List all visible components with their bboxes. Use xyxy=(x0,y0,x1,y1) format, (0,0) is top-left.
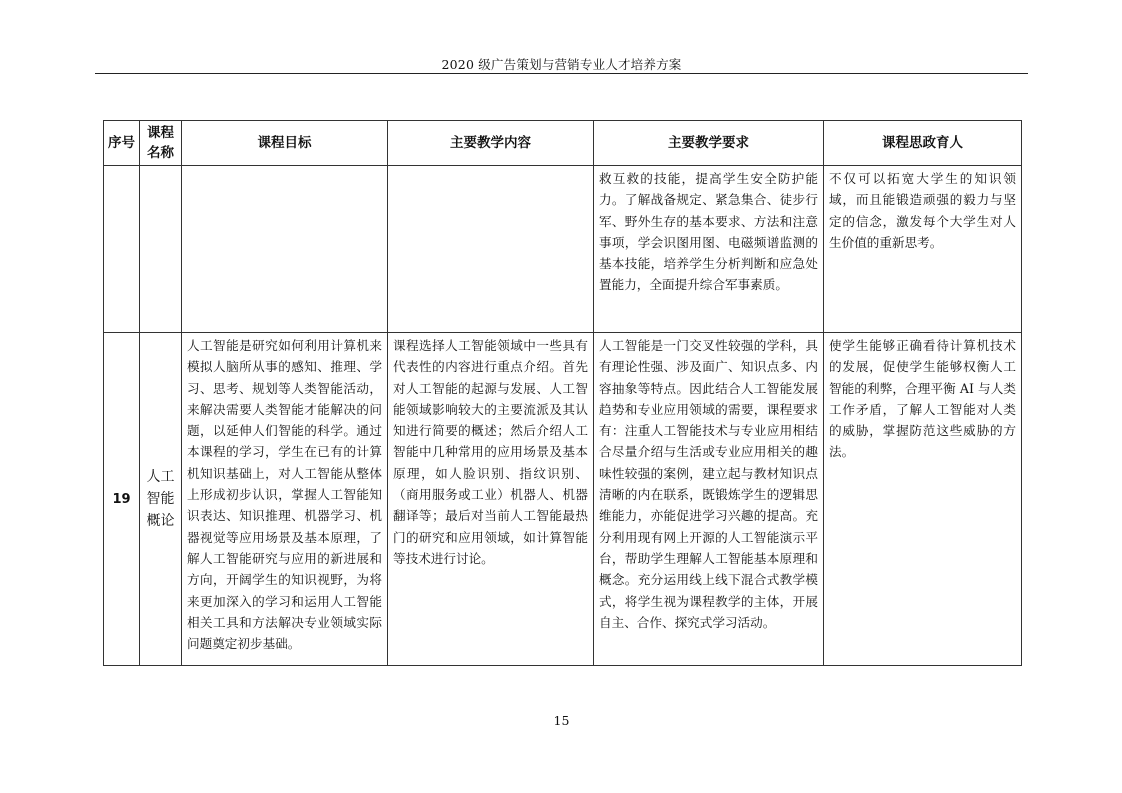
column-header-requirements: 主要教学要求 xyxy=(594,121,824,166)
row-number-cell xyxy=(104,166,140,333)
column-header-course-name: 课程名称 xyxy=(140,121,182,166)
course-name-cell xyxy=(140,333,182,666)
column-header-content: 主要教学内容 xyxy=(388,121,594,166)
objective-text: 人工智能是研究如何利用计算机来模拟人脑所从事的感知、推理、学习、思考、规划等人类智能活动，来解决需要人类智能才能解决的问题，以延伸人们智能的科学。通过本课程的学习，学生在已有的计算机知识基础上，对人工智能从整体上形成初步认识，掌握人工智能知识表达、知识推理、机器学习、机器视觉等应用场景及基本原理，了解人工智能研究与应用的新进展和方向，开阔学生的知识视野，为将来更加深入的学习和运用人工智能相关工具和方法解决专业领域实际问题奠定初步基础。 xyxy=(187,338,382,652)
column-header-objective: 课程目标 xyxy=(182,121,388,166)
content-cell xyxy=(388,166,594,333)
page-number: 15 xyxy=(553,713,570,728)
objective-cell xyxy=(182,166,388,333)
column-header-number: 序号 xyxy=(104,121,140,166)
requirements-text: 救互救的技能，提高学生安全防护能力。了解战备规定、紧急集合、徒步行军、野外生存的基本要求、方法和注意事项，学会识图用图、电磁频谱监测的基本技能，培养学生分析判断和应急处置能力，全面提升综合军事素质。 xyxy=(599,171,818,293)
table-row-19 xyxy=(104,333,1022,666)
content-cell xyxy=(388,333,594,666)
ideological-cell xyxy=(824,333,1022,666)
ideological-text: 不仅可以拓宽大学生的知识领域，而且能锻造顽强的毅力与坚定的信念，激发每个大学生对人生价值的重新思考。 xyxy=(829,171,1016,250)
objective-cell xyxy=(182,333,388,666)
curriculum-table xyxy=(103,120,1022,666)
ideological-text: 使学生能够正确看待计算机技术的发展，促使学生能够权衡人工智能的利弊，合理平衡 AI 与人类工作矛盾，了解人工智能对人类的威胁，掌握防范这些威胁的方法。 xyxy=(829,338,1016,460)
content-text: 课程选择人工智能领域中一些具有代表性的内容进行重点介绍。首先对人工智能的起源与发展、人工智能领域影响较大的主要流派及其认知进行简要的概述；然后介绍人工智能中几种常用的应用场景及基本原理，如人脸识别、指纹识别、（商用服务或工业）机器人、机器翻译等；最后对当前人工智能最热门的研究和应用领域，如计算智能等技术进行讨论。 xyxy=(393,338,588,566)
table-header-row xyxy=(104,121,1022,166)
page-header-title: 2020 级广告策划与营销专业人才培养方案 xyxy=(441,57,682,72)
course-name-cell xyxy=(140,166,182,333)
ideological-cell xyxy=(824,166,1022,333)
table-row-continued xyxy=(104,166,1022,333)
requirements-text: 人工智能是一门交叉性较强的学科，具有理论性强、涉及面广、知识点多、内容抽象等特点。因此结合人工智能发展趋势和专业应用领域的需要，课程要求有：注重人工智能技术与专业应用相结合尽量介绍与生活或专业应用相关的趣味性较强的案例，建立起与教材知识点清晰的内在联系，既锻炼学生的逻辑思维能力，亦能促进学习兴趣的提高。充分利用现有网上开源的人工智能演示平台，帮助学生理解人工智能基本原理和概念。充分运用线上线下混合式教学模式，将学生视为课程教学的主体，开展自主、合作、探究式学习活动。 xyxy=(599,338,818,630)
requirements-cell xyxy=(594,333,824,666)
row-number-cell: 19 xyxy=(104,333,140,666)
requirements-cell xyxy=(594,166,824,333)
header-divider xyxy=(95,73,1028,74)
column-header-ideological: 课程思政育人 xyxy=(824,121,1022,166)
course-name-text: 人工智能概论 xyxy=(146,469,175,529)
